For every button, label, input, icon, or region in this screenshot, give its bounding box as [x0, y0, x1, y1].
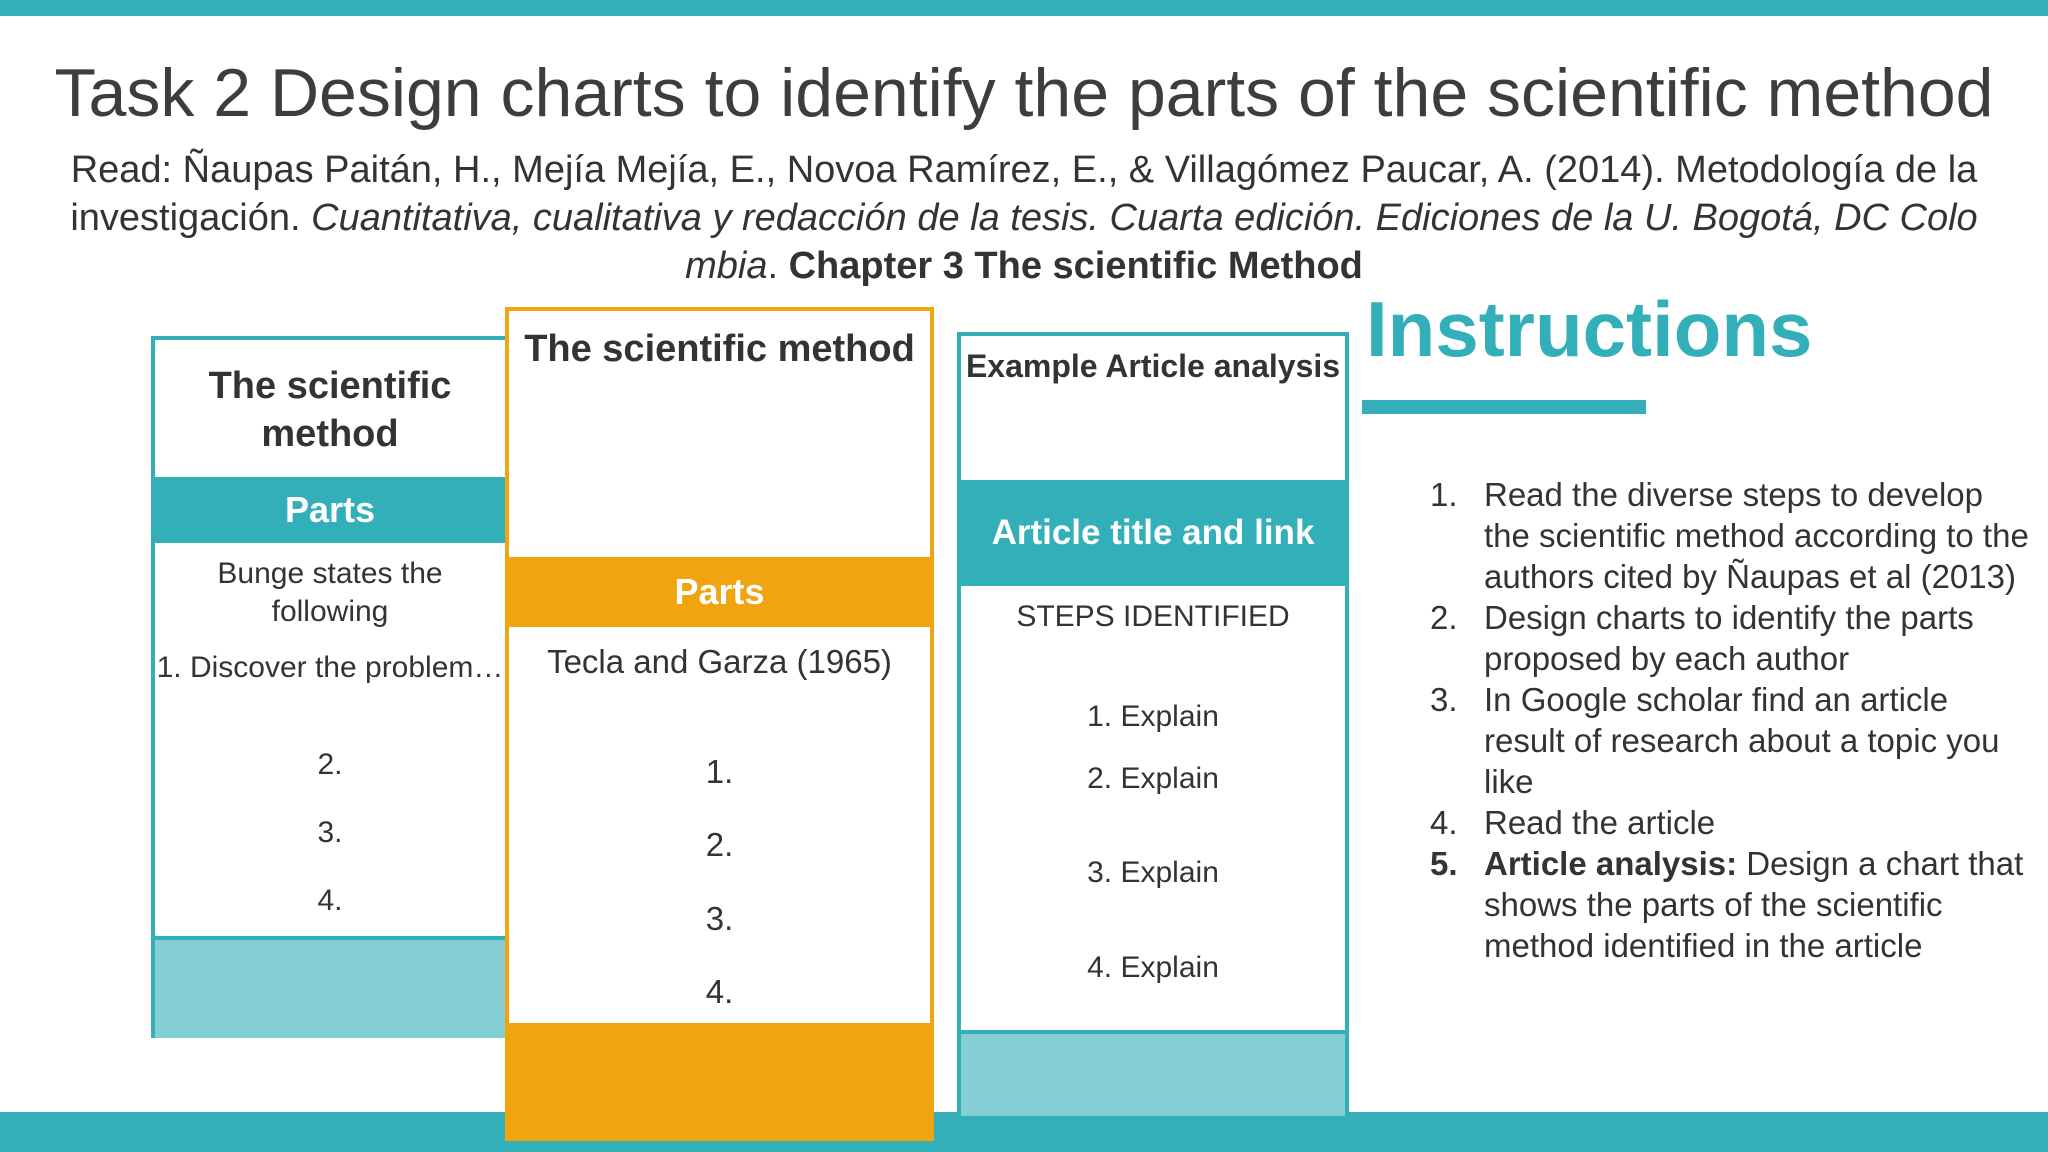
instruction-item: [1430, 597, 2030, 679]
chart-bunge: [151, 336, 509, 1038]
instruction-number: 4.: [1430, 804, 1458, 841]
chart-article-title-label: Article title and link: [991, 513, 1315, 552]
instructions-title: Instructions: [1366, 285, 1813, 373]
chart-tecla-garza-item-3: 3.: [705, 900, 734, 937]
chart-tecla-garza-footer: [509, 1023, 930, 1141]
bottom-accent-bar: [0, 1112, 2048, 1152]
instruction-item: [1430, 802, 2030, 843]
chart-tecla-garza-author: Tecla and Garza (1965): [547, 643, 892, 680]
chart-bunge-parts-band: Parts: [155, 477, 505, 543]
chart-article-footer: [961, 1030, 1345, 1116]
chart-bunge-item-1: 1. Discover the problem…: [156, 651, 504, 684]
reference-citation: [22, 146, 2026, 290]
instruction-number: 1.: [1430, 476, 1458, 513]
reference-authors: Read: Ñaupas Paitán, H., Mejía Mejía, E., Novoa Ramírez, E., & Villagómez Paucar, A. (2014). Metodología de la investigación.: [70, 149, 1978, 239]
chart-article-title-band: [961, 480, 1345, 586]
chart-bunge-heading: The scientific method: [208, 365, 452, 455]
instruction-item: [1430, 679, 2030, 802]
instruction-number: 5.: [1430, 845, 1458, 882]
instructions-underline: [1362, 400, 1646, 414]
chart-article-item-4: 4. Explain: [1087, 951, 1219, 984]
instruction-text: Design charts to identify the parts proposed by each author: [1484, 599, 1974, 677]
chart-bunge-item-4: 4.: [317, 884, 343, 917]
instruction-item: [1430, 843, 2030, 966]
instruction-item: [1430, 474, 2030, 597]
chart-tecla-garza-item-1: 1.: [705, 753, 734, 790]
chart-article-item-2: 2. Explain: [1087, 762, 1219, 795]
chart-tecla-garza-item-2: 2.: [705, 826, 734, 863]
chart-article-analysis: [957, 332, 1349, 1112]
chart-tecla-garza: [505, 307, 934, 1141]
reference-book-title: Cuantitativa, cualitativa y redacción de la tesis. Cuarta edición. Ediciones de la U. Bogotá, DC Colo mbia: [311, 197, 1978, 287]
reference-separator: .: [767, 245, 789, 287]
chart-article-item-1: 1. Explain: [1087, 700, 1219, 733]
chart-bunge-item-2: 2.: [317, 748, 343, 781]
instruction-lead: Article analysis:: [1484, 845, 1738, 882]
chart-article-steps-heading: STEPS IDENTIFIED: [1016, 600, 1290, 633]
chart-bunge-footer: [155, 936, 505, 1038]
instruction-text: In Google scholar find an article result of research about a topic you like: [1484, 681, 2000, 800]
chart-tecla-garza-item-4: 4.: [705, 973, 734, 1010]
instruction-text: Read the article: [1484, 804, 1716, 841]
instructions-list: [1430, 474, 2030, 966]
chart-article-heading: Example Article analysis: [965, 348, 1341, 384]
chart-bunge-item-3: 3.: [317, 816, 343, 849]
top-accent-bar: [0, 0, 2048, 16]
chart-bunge-intro: Bunge states the following: [217, 557, 443, 628]
chart-tecla-garza-heading: The scientific method: [524, 328, 915, 370]
instruction-number: 2.: [1430, 599, 1458, 636]
chart-article-item-3: 3. Explain: [1087, 856, 1219, 889]
instruction-number: 3.: [1430, 681, 1458, 718]
chart-tecla-garza-parts-band: Parts: [509, 557, 930, 627]
slide-title: Task 2 Design charts to identify the parts of the scientific method: [54, 55, 1994, 131]
instruction-text: Design a chart that shows the parts of the scientific method identified in the article: [1484, 845, 2024, 964]
reference-chapter: Chapter 3 The scientific Method: [788, 245, 1363, 287]
instruction-text: Read the diverse steps to develop the scientific method according to the authors cited by Ñaupas et al (2013): [1484, 476, 2029, 595]
